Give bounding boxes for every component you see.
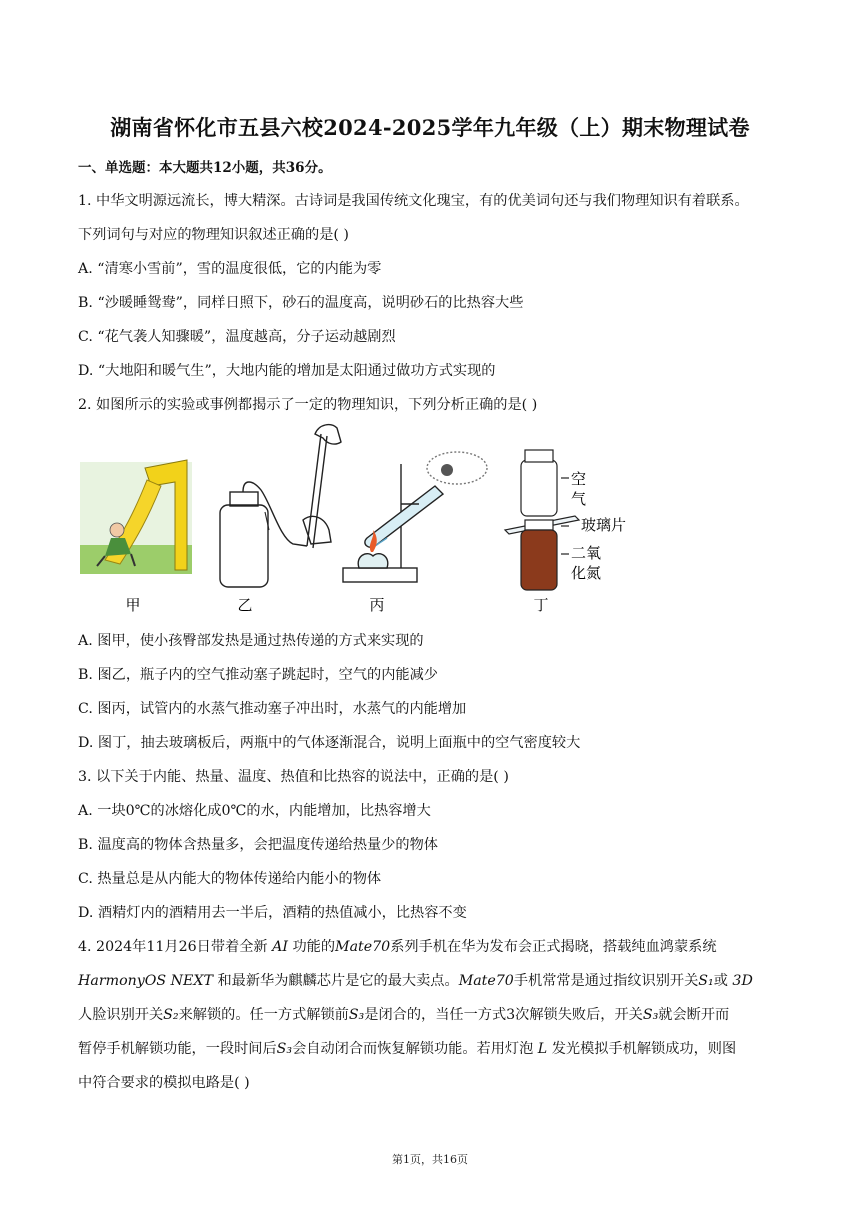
fig-label-ding: 丁 bbox=[533, 596, 549, 614]
q3-option-b: B. 温度高的物体含热量多，会把温度传递给热量少的物体 bbox=[78, 837, 438, 853]
page-footer: 第1页，共16页 bbox=[392, 1153, 468, 1166]
q4-text: 发光模拟手机解锁成功，则图 bbox=[551, 1041, 737, 1057]
page-title: 湖南省怀化市五县六校2024-2025学年九年级（上）期末物理试卷 bbox=[110, 115, 750, 140]
q1-option-a: A. “清寒小雪前”，雪的温度很低，它的内能为零 bbox=[78, 261, 382, 277]
q2-option-b: B. 图乙，瓶子内的空气推动塞子跳起时，空气的内能减少 bbox=[78, 667, 438, 683]
q4-text: 和最新华为麒麟芯片是它的最大卖点。 bbox=[217, 973, 459, 989]
fig-ding-no2-2: 化氮 bbox=[571, 564, 602, 582]
q2-stem: 2. 如图所示的实验或事例都揭示了一定的物理知识，下列分析正确的是( ) bbox=[78, 397, 538, 413]
fig-label-yi: 乙 bbox=[237, 596, 253, 614]
q1-stem-line2: 下列词句与对应的物理知识叙述正确的是( ) bbox=[78, 227, 349, 243]
q3-option-d: D. 酒精灯内的酒精用去一半后，酒精的热值减小，比热容不变 bbox=[78, 905, 467, 921]
q2-option-a: A. 图甲，使小孩臀部发热是通过热传递的方式来实现的 bbox=[78, 633, 424, 649]
q2-option-c: C. 图丙，试管内的水蒸气推动塞子冲出时，水蒸气的内能增加 bbox=[78, 701, 467, 717]
slide-illustration bbox=[80, 460, 192, 574]
q4-text: 是闭合的，当任一方式3次解锁失败后，开关 bbox=[364, 1007, 643, 1023]
q4-term-3d: 3D bbox=[732, 973, 753, 989]
q4-text: 或 bbox=[713, 973, 728, 989]
q4-switch-s2: S₂ bbox=[163, 1007, 179, 1023]
q4-text: 暂停手机解锁功能，一段时间后 bbox=[78, 1041, 277, 1057]
fig-ding-air-2: 气 bbox=[571, 490, 587, 508]
q4-switch-s1: S₁ bbox=[698, 973, 714, 989]
q1-stem-line1: 1. 中华文明源远流长，博大精深。古诗词是我国传统文化瑰宝，有的优美词句还与我们物理知识有着联系。 bbox=[78, 193, 749, 209]
q4-term-harmonyos: HarmonyOS NEXT bbox=[78, 973, 213, 989]
q4-bulb-l: L bbox=[537, 1041, 548, 1057]
q3-option-a: A. 一块0℃的冰熔化成0℃的水，内能增加，比热容增大 bbox=[78, 803, 431, 819]
q2-option-d: D. 图丁，抽去玻璃板后，两瓶中的气体逐渐混合，说明上面瓶中的空气密度较大 bbox=[78, 735, 581, 751]
q4-line4 bbox=[78, 1038, 736, 1058]
q4-term-mate70: Mate70 bbox=[335, 939, 391, 955]
q4-text: 功能的 bbox=[292, 939, 336, 955]
q1-option-d: D. “大地阳和暖气生”，大地内能的增加是太阳通过做功方式实现的 bbox=[78, 363, 496, 379]
q4-switch-s3: S₃ bbox=[642, 1007, 659, 1023]
q4-line3 bbox=[78, 1004, 729, 1024]
test-tube-illustration bbox=[343, 452, 487, 582]
q4-text: 会自动闭合而恢复解锁功能。若用灯泡 bbox=[292, 1041, 534, 1057]
q1-option-b: B. “沙暖睡鸳鸯”，同样日照下，砂石的温度高，说明砂石的比热容大些 bbox=[78, 295, 524, 311]
q4-line5: 中符合要求的模拟电路是( ) bbox=[78, 1075, 250, 1091]
q4-text: 4. 2024年11月26日带着全新 bbox=[78, 939, 268, 955]
bottle-pump-illustration bbox=[220, 425, 341, 587]
fig-ding-air-1: 空 bbox=[571, 470, 587, 488]
q4-line1 bbox=[78, 936, 717, 956]
q4-text: 来解锁的。任一方式解锁前 bbox=[178, 1007, 349, 1023]
q4-switch-s3: S₃ bbox=[348, 1007, 365, 1023]
fig-label-bing: 丙 bbox=[369, 596, 385, 614]
section-heading: 一、单选题：本大题共12小题，共36分。 bbox=[78, 160, 332, 176]
fig-ding-no2-1: 二氧 bbox=[571, 544, 602, 562]
q4-text: 人脸识别开关 bbox=[78, 1007, 164, 1023]
q4-text: 系列手机在华为发布会正式揭晓，搭载纯血鸿蒙系统 bbox=[390, 939, 717, 955]
q4-line2 bbox=[78, 970, 753, 990]
two-bottles-illustration bbox=[505, 450, 579, 590]
q2-figure bbox=[75, 420, 655, 620]
q3-option-c: C. 热量总是从内能大的物体传递给内能小的物体 bbox=[78, 871, 382, 887]
q4-term-ai: AI bbox=[272, 939, 288, 955]
q4-switch-s3: S₃ bbox=[276, 1041, 293, 1057]
fig-ding-glass: 玻璃片 bbox=[581, 516, 627, 534]
q1-option-c: C. “花气袭人知骤暖”，温度越高，分子运动越剧烈 bbox=[78, 329, 396, 345]
q4-text: 就会断开而 bbox=[658, 1007, 730, 1023]
fig-label-jia: 甲 bbox=[125, 596, 141, 614]
q4-term-mate70: Mate70 bbox=[458, 973, 514, 989]
q4-text: 手机常常是通过指纹识别开关 bbox=[513, 973, 699, 989]
q3-stem: 3. 以下关于内能、热量、温度、热值和比热容的说法中，正确的是( ) bbox=[78, 769, 509, 785]
